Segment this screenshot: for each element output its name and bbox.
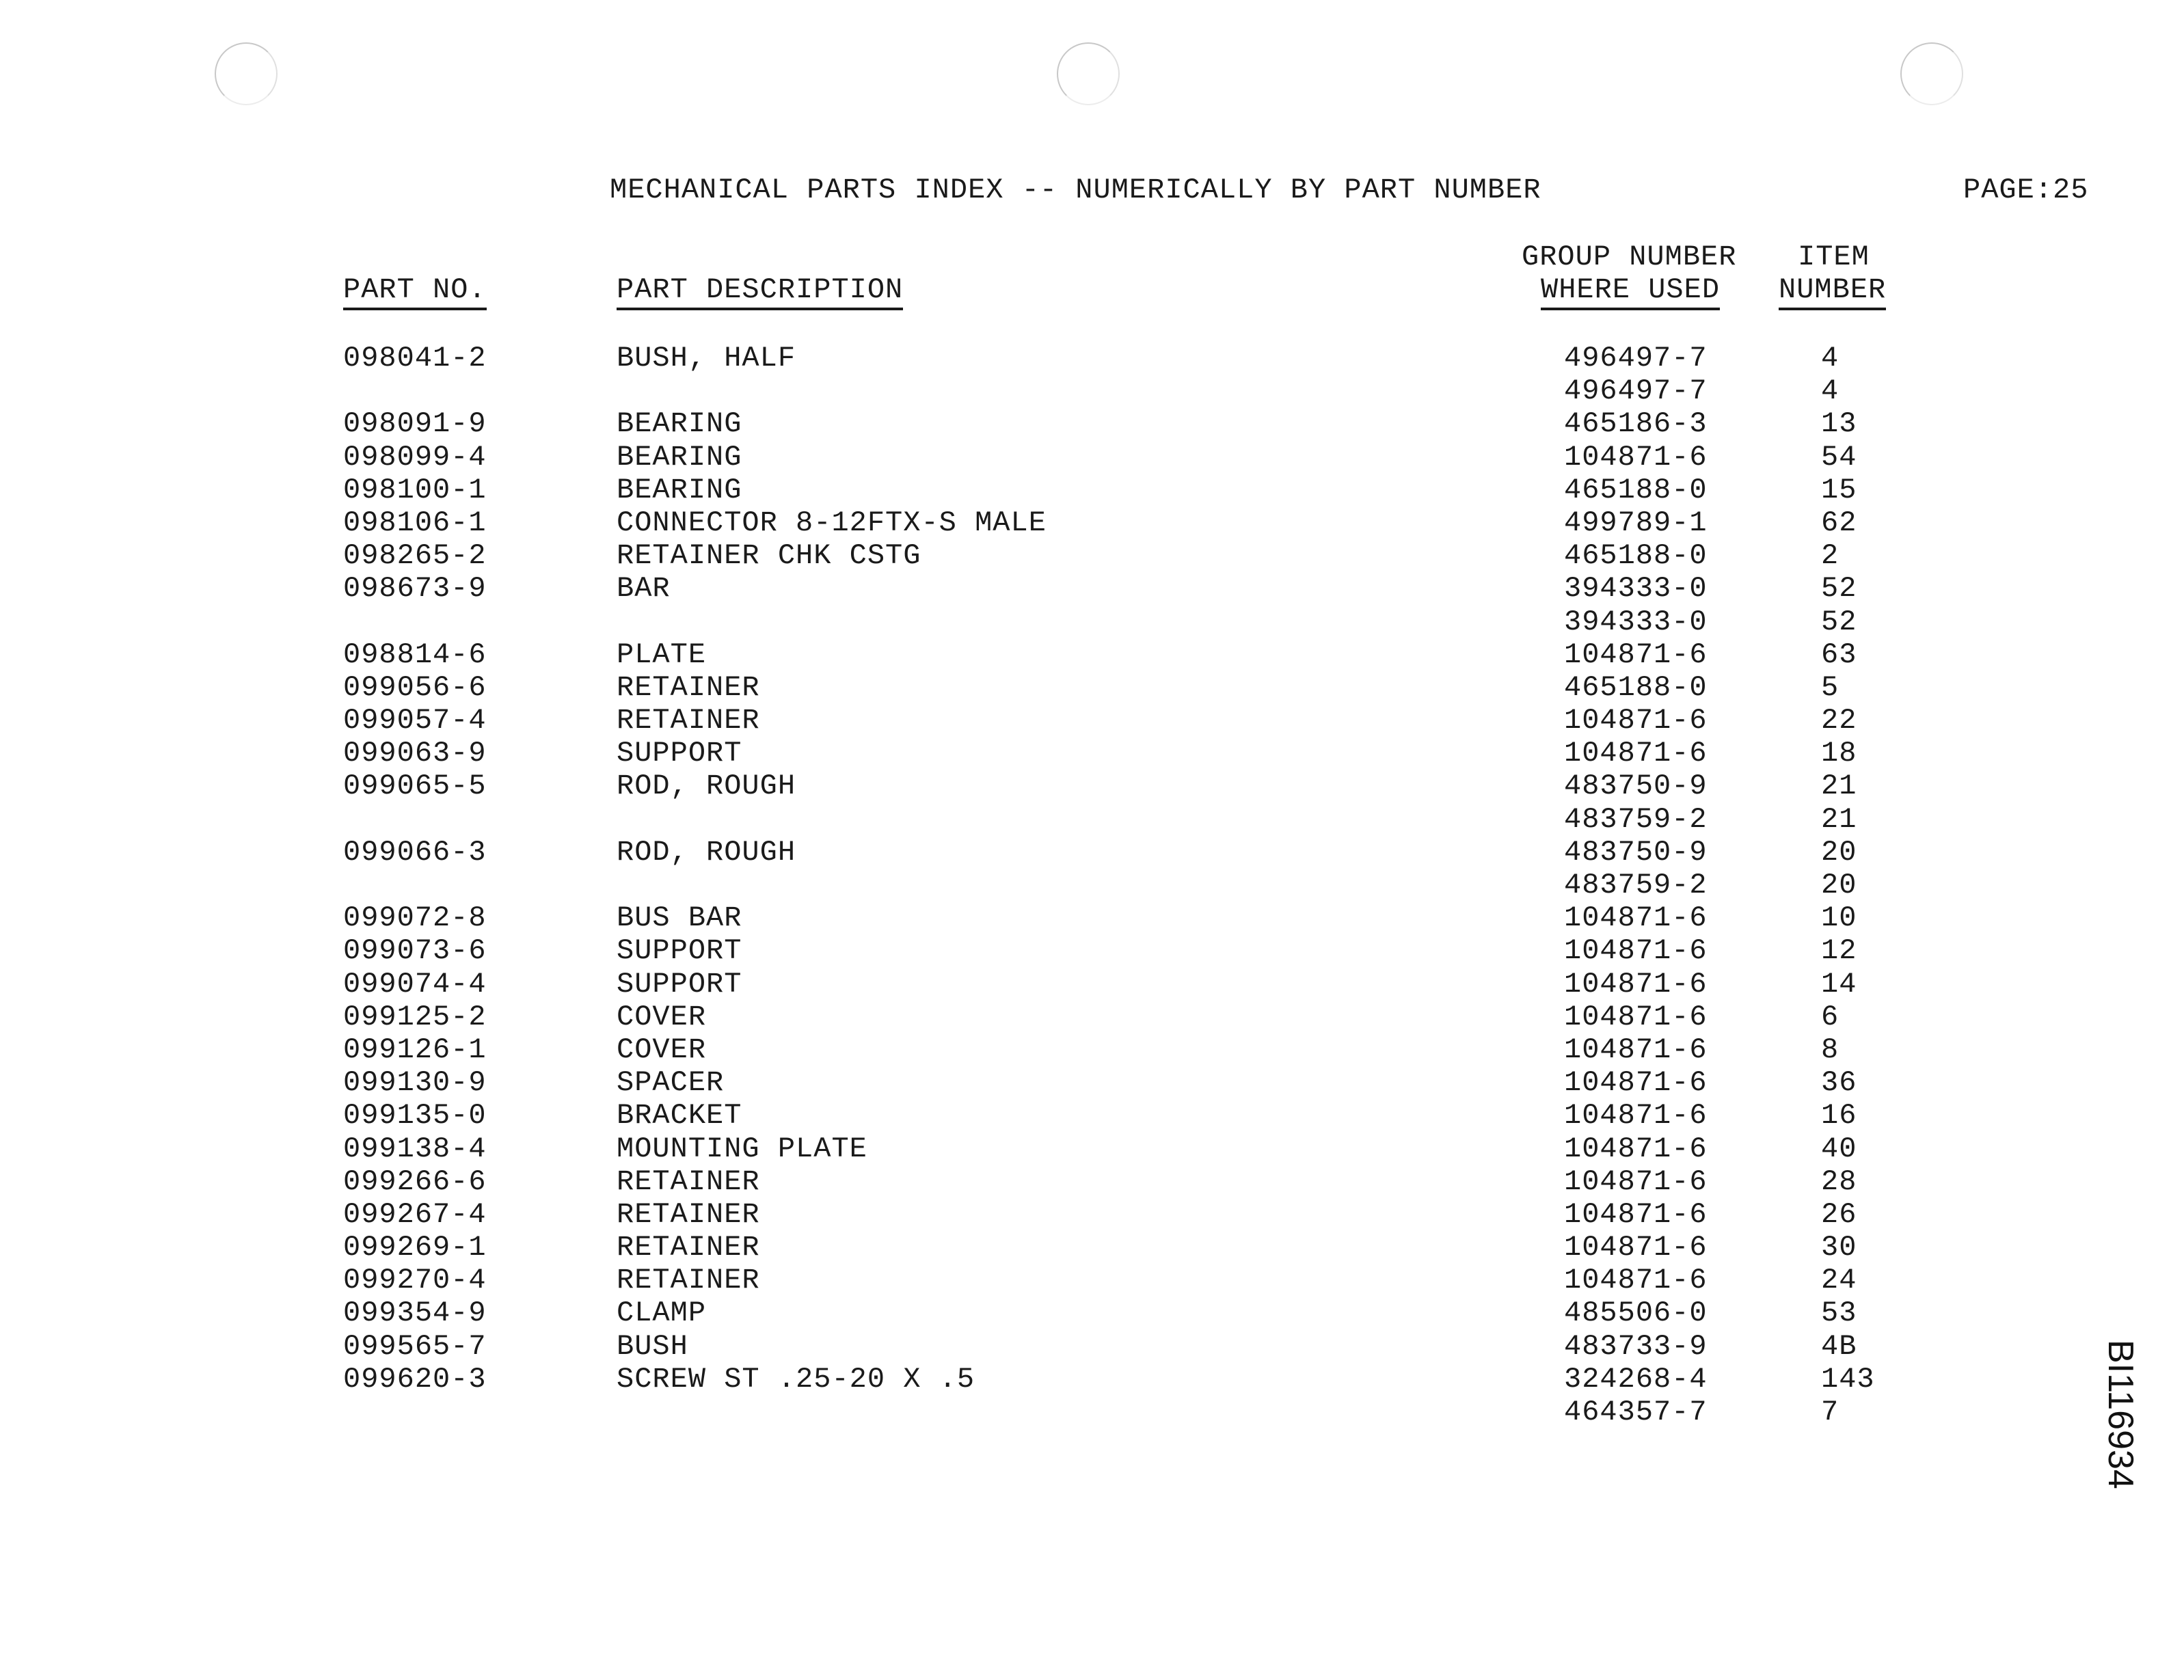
item-number-cell: 143 — [1821, 1362, 1875, 1396]
table-row — [0, 1133, 2184, 1165]
part-description-cell: BEARING — [617, 407, 742, 441]
part-number-cell: 099620-3 — [343, 1362, 487, 1396]
item-number-cell: 14 — [1821, 967, 1857, 1001]
part-description-cell: BEARING — [617, 440, 742, 474]
item-number-cell: 26 — [1821, 1197, 1857, 1231]
group-number-cell: 483759-2 — [1564, 802, 1708, 836]
group-number-cell: 104871-6 — [1564, 1066, 1708, 1100]
group-number-cell: 394333-0 — [1564, 572, 1708, 606]
part-description-cell: RETAINER CHK CSTG — [617, 539, 921, 573]
part-number-cell: 099066-3 — [343, 835, 487, 869]
part-number-cell: 099073-6 — [343, 934, 487, 968]
part-description-cell: RETAINER — [617, 1197, 760, 1231]
group-number-cell: 104871-6 — [1564, 1099, 1708, 1133]
item-number-cell: 62 — [1821, 506, 1857, 539]
group-number-cell: 496497-7 — [1564, 375, 1708, 408]
table-row — [0, 572, 2184, 605]
group-number-cell: 465188-0 — [1564, 670, 1708, 704]
table-row — [0, 968, 2184, 1001]
group-number-cell: 104871-6 — [1564, 1165, 1708, 1198]
item-number-cell: 21 — [1821, 770, 1857, 803]
page-number: PAGE:25 — [1963, 174, 2089, 206]
table-row — [0, 1231, 2184, 1264]
item-number-cell: 21 — [1821, 802, 1857, 836]
part-description-cell: BUSH, HALF — [617, 342, 796, 375]
table-row — [0, 1099, 2184, 1132]
part-number-cell: 099074-4 — [343, 967, 487, 1001]
part-description-cell: CLAMP — [617, 1297, 707, 1330]
item-number-cell: 13 — [1821, 407, 1857, 441]
item-number-cell: 10 — [1821, 902, 1857, 935]
group-number-cell: 483750-9 — [1564, 770, 1708, 803]
group-number-cell: 104871-6 — [1564, 1033, 1708, 1066]
item-number-cell: 63 — [1821, 638, 1857, 671]
part-description-cell: BUSH — [617, 1329, 688, 1363]
column-header-part-description: PART DESCRIPTION — [617, 273, 903, 310]
item-number-cell: 20 — [1821, 869, 1857, 902]
item-number-cell: 24 — [1821, 1264, 1857, 1297]
table-row — [0, 1198, 2184, 1231]
group-number-cell: 104871-6 — [1564, 967, 1708, 1001]
part-number-cell: 099270-4 — [343, 1264, 487, 1297]
group-number-cell: 104871-6 — [1564, 1231, 1708, 1264]
item-number-cell: 40 — [1821, 1132, 1857, 1165]
item-number-cell: 36 — [1821, 1066, 1857, 1100]
part-description-cell: ROD, ROUGH — [617, 835, 796, 869]
table-row — [0, 1066, 2184, 1099]
table-row — [0, 506, 2184, 539]
part-number-cell: 098099-4 — [343, 440, 487, 474]
punch-hole-right — [1900, 42, 1963, 105]
table-row — [0, 902, 2184, 934]
item-number-cell: 18 — [1821, 737, 1857, 770]
group-number-cell: 104871-6 — [1564, 934, 1708, 968]
table-row — [0, 638, 2184, 671]
group-number-cell: 104871-6 — [1564, 1000, 1708, 1033]
table-row — [0, 934, 2184, 967]
part-number-cell: 098091-9 — [343, 407, 487, 441]
group-number-cell: 104871-6 — [1564, 704, 1708, 737]
part-description-cell: COVER — [617, 1033, 707, 1066]
part-description-cell: CONNECTOR 8-12FTX-S MALE — [617, 506, 1047, 539]
table-row — [0, 770, 2184, 802]
part-number-cell: 099056-6 — [343, 670, 487, 704]
group-number-cell: 465186-3 — [1564, 407, 1708, 441]
part-number-cell: 099130-9 — [343, 1066, 487, 1100]
part-number-cell: 099057-4 — [343, 704, 487, 737]
group-number-cell: 104871-6 — [1564, 440, 1708, 474]
part-description-cell: MOUNTING PLATE — [617, 1132, 867, 1165]
table-row — [0, 1001, 2184, 1033]
table-row — [0, 1396, 2184, 1428]
item-number-cell: 15 — [1821, 473, 1857, 506]
item-number-cell: 30 — [1821, 1231, 1857, 1264]
table-row — [0, 737, 2184, 770]
part-description-cell: BEARING — [617, 473, 742, 506]
group-number-cell: 496497-7 — [1564, 342, 1708, 375]
group-number-cell: 483750-9 — [1564, 835, 1708, 869]
item-number-cell: 53 — [1821, 1297, 1857, 1330]
table-row — [0, 375, 2184, 407]
part-number-cell: 098814-6 — [343, 638, 487, 671]
part-number-cell: 099267-4 — [343, 1197, 487, 1231]
table-row — [0, 342, 2184, 375]
column-header-part-no: PART NO. — [343, 273, 487, 310]
part-description-cell: RETAINER — [617, 1231, 760, 1264]
group-number-cell: 324268-4 — [1564, 1362, 1708, 1396]
part-description-cell: COVER — [617, 1000, 707, 1033]
table-row — [0, 1363, 2184, 1396]
table-row — [0, 671, 2184, 704]
part-number-cell: 099135-0 — [343, 1099, 487, 1133]
group-number-cell: 104871-6 — [1564, 1132, 1708, 1165]
part-number-cell: 099138-4 — [343, 1132, 487, 1165]
part-description-cell: BUS BAR — [617, 902, 742, 935]
part-number-cell: 099126-1 — [343, 1033, 487, 1066]
document-code: BI116934 — [2101, 1340, 2140, 1489]
column-header-group-line1: GROUP NUMBER — [1522, 241, 1737, 273]
part-description-cell: RETAINER — [617, 704, 760, 737]
item-number-cell: 8 — [1821, 1033, 1839, 1066]
table-row — [0, 869, 2184, 902]
group-number-cell: 104871-6 — [1564, 638, 1708, 671]
part-number-cell: 098100-1 — [343, 473, 487, 506]
part-description-cell: ROD, ROUGH — [617, 770, 796, 803]
item-number-cell: 12 — [1821, 934, 1857, 968]
part-number-cell: 099065-5 — [343, 770, 487, 803]
group-number-cell: 483759-2 — [1564, 869, 1708, 902]
group-number-cell: 483733-9 — [1564, 1329, 1708, 1363]
table-row — [0, 539, 2184, 572]
group-number-cell: 104871-6 — [1564, 1264, 1708, 1297]
page-title: MECHANICAL PARTS INDEX -- NUMERICALLY BY PART NUMBER — [610, 174, 1541, 206]
table-row — [0, 803, 2184, 836]
group-number-cell: 485506-0 — [1564, 1297, 1708, 1330]
parts-table — [0, 342, 2184, 1428]
part-number-cell: 099354-9 — [343, 1297, 487, 1330]
column-header-group-line2: WHERE USED — [1541, 273, 1720, 310]
item-number-cell: 52 — [1821, 605, 1857, 638]
table-row — [0, 1330, 2184, 1363]
table-row — [0, 1264, 2184, 1297]
item-number-cell: 4B — [1821, 1329, 1857, 1363]
part-description-cell: BRACKET — [617, 1099, 742, 1133]
part-description-cell: SUPPORT — [617, 737, 742, 770]
group-number-cell: 499789-1 — [1564, 506, 1708, 539]
part-number-cell: 099269-1 — [343, 1231, 487, 1264]
part-description-cell: BAR — [617, 572, 671, 606]
table-row — [0, 441, 2184, 474]
part-number-cell: 099565-7 — [343, 1329, 487, 1363]
item-number-cell: 54 — [1821, 440, 1857, 474]
group-number-cell: 465188-0 — [1564, 473, 1708, 506]
item-number-cell: 22 — [1821, 704, 1857, 737]
item-number-cell: 52 — [1821, 572, 1857, 606]
part-number-cell: 099063-9 — [343, 737, 487, 770]
punch-hole-left — [215, 42, 278, 105]
part-number-cell: 099072-8 — [343, 902, 487, 935]
item-number-cell: 5 — [1821, 670, 1839, 704]
column-header-item-line2: NUMBER — [1779, 273, 1886, 310]
item-number-cell: 4 — [1821, 342, 1839, 375]
part-description-cell: PLATE — [617, 638, 707, 671]
part-description-cell: RETAINER — [617, 1165, 760, 1198]
part-number-cell: 098041-2 — [343, 342, 487, 375]
item-number-cell: 6 — [1821, 1000, 1839, 1033]
table-row — [0, 407, 2184, 440]
part-description-cell: RETAINER — [617, 670, 760, 704]
part-number-cell: 098673-9 — [343, 572, 487, 606]
item-number-cell: 16 — [1821, 1099, 1857, 1133]
part-number-cell: 098106-1 — [343, 506, 487, 539]
item-number-cell: 28 — [1821, 1165, 1857, 1198]
table-row — [0, 1297, 2184, 1329]
item-number-cell: 2 — [1821, 539, 1839, 573]
column-header-item-line1: ITEM — [1798, 241, 1870, 273]
group-number-cell: 465188-0 — [1564, 539, 1708, 573]
group-number-cell: 104871-6 — [1564, 1197, 1708, 1231]
item-number-cell: 20 — [1821, 835, 1857, 869]
table-row — [0, 1033, 2184, 1066]
part-number-cell: 098265-2 — [343, 539, 487, 573]
part-number-cell: 099266-6 — [343, 1165, 487, 1198]
part-description-cell: SUPPORT — [617, 967, 742, 1001]
part-description-cell: RETAINER — [617, 1264, 760, 1297]
part-description-cell: SCREW ST .25-20 X .5 — [617, 1362, 975, 1396]
item-number-cell: 4 — [1821, 375, 1839, 408]
table-row — [0, 606, 2184, 638]
group-number-cell: 104871-6 — [1564, 737, 1708, 770]
group-number-cell: 464357-7 — [1564, 1396, 1708, 1428]
part-description-cell: SPACER — [617, 1066, 725, 1100]
group-number-cell: 394333-0 — [1564, 605, 1708, 638]
part-description-cell: SUPPORT — [617, 934, 742, 968]
part-number-cell: 099125-2 — [343, 1000, 487, 1033]
table-row — [0, 836, 2184, 869]
table-row — [0, 474, 2184, 506]
punch-hole-center — [1057, 42, 1120, 105]
table-row — [0, 1165, 2184, 1198]
group-number-cell: 104871-6 — [1564, 902, 1708, 935]
item-number-cell: 7 — [1821, 1396, 1839, 1428]
table-row — [0, 704, 2184, 737]
